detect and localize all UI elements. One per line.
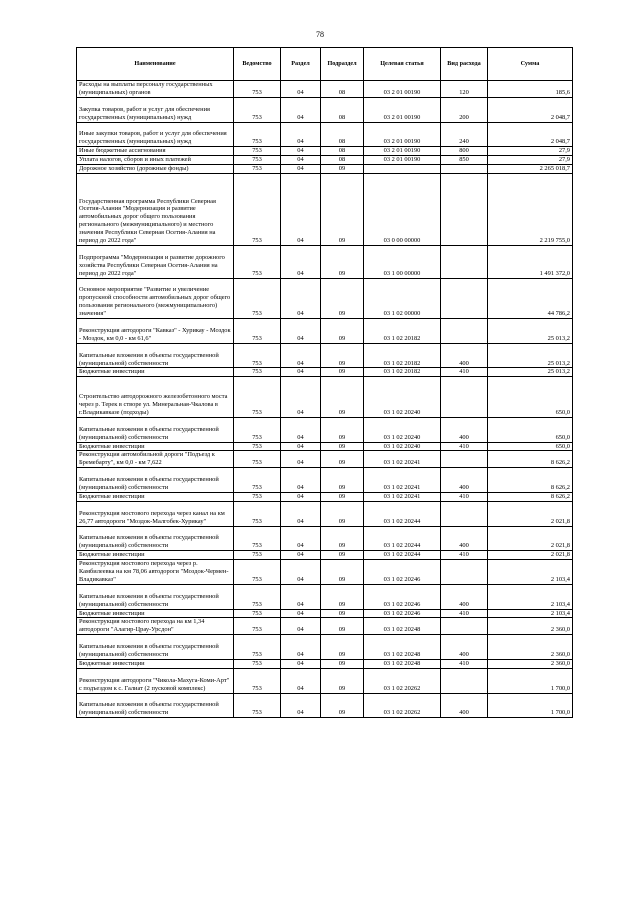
row-subsection-cell: 09	[321, 584, 364, 609]
row-section-cell: 04	[281, 442, 321, 451]
row-subsection-cell: 09	[321, 468, 364, 493]
table-row	[77, 526, 573, 551]
row-expense-type-cell: 410	[441, 492, 488, 501]
table-row	[77, 560, 573, 585]
row-expense-type-cell: 410	[441, 659, 488, 668]
row-target-article-cell: 03 2 01 00190	[364, 156, 441, 165]
row-amount-cell: 25 013,2	[488, 368, 573, 377]
row-department-cell: 753	[234, 635, 281, 660]
table-row	[77, 693, 573, 718]
row-section-cell: 04	[281, 693, 321, 718]
row-expense-type-cell: 410	[441, 442, 488, 451]
row-target-article-cell: 03 1 02 20182	[364, 368, 441, 377]
row-section-cell: 04	[281, 377, 321, 418]
table-body	[77, 81, 573, 718]
row-expense-type-cell: 400	[441, 468, 488, 493]
row-amount-cell: 2 048,7	[488, 97, 573, 122]
row-name-cell: Дорожное хозяйство (дорожные фонды)	[77, 165, 234, 174]
row-department-cell: 753	[234, 156, 281, 165]
row-department-cell: 753	[234, 609, 281, 618]
row-section-cell: 04	[281, 156, 321, 165]
row-target-article-cell	[364, 165, 441, 174]
row-amount-cell: 44 786,2	[488, 278, 573, 319]
row-target-article-cell: 03 1 02 20240	[364, 417, 441, 442]
table-row	[77, 246, 573, 279]
row-target-article-cell: 03 2 01 00190	[364, 147, 441, 156]
row-department-cell: 753	[234, 278, 281, 319]
row-target-article-cell: 03 2 01 00190	[364, 122, 441, 147]
row-amount-cell: 1 700,0	[488, 668, 573, 693]
table-row	[77, 343, 573, 368]
row-department-cell: 753	[234, 668, 281, 693]
row-amount-cell: 2 360,0	[488, 618, 573, 635]
table-row	[77, 618, 573, 635]
row-expense-type-cell: 120	[441, 81, 488, 98]
table-row	[77, 147, 573, 156]
row-amount-cell: 8 626,2	[488, 492, 573, 501]
row-name-cell: Реконструкция автодороги "Кавказ" - Хурикау - Моздок - Моздок, км 0,0 - км 61,6"	[77, 319, 234, 344]
row-subsection-cell: 09	[321, 668, 364, 693]
row-department-cell: 753	[234, 451, 281, 468]
row-target-article-cell: 03 1 02 20244	[364, 501, 441, 526]
row-target-article-cell: 03 1 02 20246	[364, 584, 441, 609]
row-target-article-cell: 03 1 02 20248	[364, 618, 441, 635]
row-subsection-cell: 09	[321, 609, 364, 618]
row-section-cell: 04	[281, 278, 321, 319]
row-subsection-cell: 09	[321, 551, 364, 560]
header-subsection: Подраздел	[321, 48, 364, 81]
row-expense-type-cell: 850	[441, 156, 488, 165]
row-section-cell: 04	[281, 246, 321, 279]
row-name-cell: Иные закупки товаров, работ и услуг для обеспечения государственных (муниципальных) нужд	[77, 122, 234, 147]
row-amount-cell: 2 103,4	[488, 584, 573, 609]
row-amount-cell: 2 360,0	[488, 659, 573, 668]
row-department-cell: 753	[234, 442, 281, 451]
row-expense-type-cell: 400	[441, 417, 488, 442]
row-section-cell: 04	[281, 618, 321, 635]
row-subsection-cell: 09	[321, 165, 364, 174]
row-expense-type-cell	[441, 173, 488, 245]
table-row	[77, 584, 573, 609]
row-target-article-cell: 03 1 00 00000	[364, 246, 441, 279]
row-amount-cell: 2 048,7	[488, 122, 573, 147]
row-amount-cell: 650,0	[488, 417, 573, 442]
row-subsection-cell: 08	[321, 81, 364, 98]
table-header-row	[77, 48, 573, 81]
row-target-article-cell: 03 1 02 20241	[364, 468, 441, 493]
row-amount-cell: 1 491 372,0	[488, 246, 573, 279]
row-department-cell: 753	[234, 165, 281, 174]
row-department-cell: 753	[234, 584, 281, 609]
row-section-cell: 04	[281, 165, 321, 174]
row-name-cell: Уплата налогов, сборов и иных платежей	[77, 156, 234, 165]
table-row	[77, 319, 573, 344]
row-expense-type-cell: 400	[441, 526, 488, 551]
row-subsection-cell: 09	[321, 377, 364, 418]
row-department-cell: 753	[234, 377, 281, 418]
row-department-cell: 753	[234, 368, 281, 377]
row-subsection-cell: 09	[321, 526, 364, 551]
row-amount-cell: 8 626,2	[488, 451, 573, 468]
header-section: Раздел	[281, 48, 321, 81]
row-subsection-cell: 09	[321, 451, 364, 468]
row-section-cell: 04	[281, 584, 321, 609]
row-amount-cell: 1 700,0	[488, 693, 573, 718]
row-subsection-cell: 08	[321, 97, 364, 122]
row-subsection-cell: 09	[321, 343, 364, 368]
row-subsection-cell: 09	[321, 560, 364, 585]
table-row	[77, 417, 573, 442]
row-expense-type-cell	[441, 165, 488, 174]
row-amount-cell: 2 103,4	[488, 560, 573, 585]
row-department-cell: 753	[234, 560, 281, 585]
row-section-cell: 04	[281, 122, 321, 147]
row-section-cell: 04	[281, 635, 321, 660]
row-section-cell: 04	[281, 173, 321, 245]
row-department-cell: 753	[234, 551, 281, 560]
row-target-article-cell: 03 1 02 20241	[364, 451, 441, 468]
row-department-cell: 753	[234, 81, 281, 98]
row-name-cell: Бюджетные инвестиции	[77, 492, 234, 501]
row-amount-cell: 27,9	[488, 156, 573, 165]
row-subsection-cell: 09	[321, 173, 364, 245]
table-row	[77, 451, 573, 468]
row-department-cell: 753	[234, 618, 281, 635]
table-row	[77, 377, 573, 418]
row-name-cell: Реконструкция мостового перехода через канал на км 26,77 автодороги "Моздок-Малгобек-Хурикау"	[77, 501, 234, 526]
row-section-cell: 04	[281, 343, 321, 368]
row-amount-cell: 650,0	[488, 377, 573, 418]
row-amount-cell: 25 013,2	[488, 319, 573, 344]
row-department-cell: 753	[234, 122, 281, 147]
table-row	[77, 468, 573, 493]
row-expense-type-cell: 400	[441, 343, 488, 368]
row-amount-cell: 2 103,4	[488, 609, 573, 618]
row-target-article-cell: 03 1 02 20240	[364, 377, 441, 418]
table-row	[77, 635, 573, 660]
row-subsection-cell: 08	[321, 122, 364, 147]
row-subsection-cell: 09	[321, 659, 364, 668]
row-amount-cell: 650,0	[488, 442, 573, 451]
row-subsection-cell: 08	[321, 147, 364, 156]
row-name-cell: Реконструкция мостового перехода на км 1,34 автодороги "Алагир-Црау-Урсдон"	[77, 618, 234, 635]
row-amount-cell: 185,6	[488, 81, 573, 98]
row-expense-type-cell: 410	[441, 368, 488, 377]
row-name-cell: Бюджетные инвестиции	[77, 609, 234, 618]
row-section-cell: 04	[281, 501, 321, 526]
row-amount-cell: 2 021,8	[488, 526, 573, 551]
row-amount-cell: 2 265 018,7	[488, 165, 573, 174]
row-target-article-cell: 03 1 02 20240	[364, 442, 441, 451]
row-section-cell: 04	[281, 319, 321, 344]
row-name-cell: Подпрограмма "Модернизация и развитие дорожного хозяйства Республики Северная Осетия-Алания на период до 2022 года"	[77, 246, 234, 279]
row-name-cell: Основное мероприятие "Развитие и увеличение пропускной способности автомобильных дорог общего пользования регионального (межмуниципального) значения"	[77, 278, 234, 319]
row-section-cell: 04	[281, 492, 321, 501]
row-section-cell: 04	[281, 468, 321, 493]
row-subsection-cell: 09	[321, 492, 364, 501]
row-name-cell: Бюджетные инвестиции	[77, 551, 234, 560]
row-amount-cell: 2 021,8	[488, 501, 573, 526]
row-section-cell: 04	[281, 147, 321, 156]
row-target-article-cell: 03 1 02 20248	[364, 659, 441, 668]
row-expense-type-cell	[441, 451, 488, 468]
row-target-article-cell: 03 2 01 00190	[364, 81, 441, 98]
row-target-article-cell: 03 1 02 20246	[364, 609, 441, 618]
row-target-article-cell: 03 1 02 20244	[364, 526, 441, 551]
table-row	[77, 97, 573, 122]
header-amount: Сумма	[488, 48, 573, 81]
row-section-cell: 04	[281, 97, 321, 122]
row-target-article-cell: 03 1 02 20262	[364, 668, 441, 693]
row-name-cell: Реконструкция автодороги "Чикола-Махуга-Коми-Арт" с подъездом к с. Галиат (2 пусковой комплекс)	[77, 668, 234, 693]
table-row	[77, 368, 573, 377]
row-subsection-cell: 09	[321, 278, 364, 319]
row-subsection-cell: 09	[321, 501, 364, 526]
row-expense-type-cell	[441, 246, 488, 279]
row-name-cell: Капитальные вложения в объекты государственной (муниципальной) собственности	[77, 417, 234, 442]
row-expense-type-cell: 800	[441, 147, 488, 156]
row-section-cell: 04	[281, 659, 321, 668]
row-subsection-cell: 09	[321, 319, 364, 344]
row-department-cell: 753	[234, 97, 281, 122]
row-name-cell: Капитальные вложения в объекты государственной (муниципальной) собственности	[77, 468, 234, 493]
row-department-cell: 753	[234, 501, 281, 526]
row-target-article-cell: 03 1 02 20244	[364, 551, 441, 560]
row-expense-type-cell: 240	[441, 122, 488, 147]
row-department-cell: 753	[234, 173, 281, 245]
budget-table	[76, 47, 573, 718]
row-expense-type-cell	[441, 560, 488, 585]
row-section-cell: 04	[281, 451, 321, 468]
row-target-article-cell: 03 1 02 20241	[364, 492, 441, 501]
table-row	[77, 165, 573, 174]
row-name-cell: Реконструкция автомобильной дороги "Подъезд к Бремебарту", км 0,0 - км 7,622	[77, 451, 234, 468]
row-amount-cell: 8 626,2	[488, 468, 573, 493]
table-row	[77, 278, 573, 319]
row-expense-type-cell: 400	[441, 584, 488, 609]
row-subsection-cell: 09	[321, 693, 364, 718]
table-row	[77, 173, 573, 245]
row-name-cell: Реконструкция мостового перехода через р. Камбилеевка на км 78,06 автодороги "Моздок-Чермен-Владикавказ"	[77, 560, 234, 585]
table-row	[77, 156, 573, 165]
table-row	[77, 492, 573, 501]
header-target-article: Целевая статья	[364, 48, 441, 81]
row-subsection-cell: 09	[321, 442, 364, 451]
row-name-cell: Капитальные вложения в объекты государственной (муниципальной) собственности	[77, 526, 234, 551]
row-subsection-cell: 09	[321, 635, 364, 660]
row-name-cell: Государственная программа Республики Северная Осетия-Алания "Модернизация и развитие автомобильных дорог общего пользования регионального (межмуниципального) и местного значения Республики Северная Осетия-Алания на период до 2022 года"	[77, 173, 234, 245]
row-name-cell: Закупка товаров, работ и услуг для обеспечения государственных (муниципальных) нужд	[77, 97, 234, 122]
row-department-cell: 753	[234, 659, 281, 668]
row-target-article-cell: 03 1 02 20246	[364, 560, 441, 585]
row-department-cell: 753	[234, 147, 281, 156]
row-name-cell: Иные бюджетные ассигнования	[77, 147, 234, 156]
row-name-cell: Строительство автодорожного железобетонного моста через р. Терек в створе ул. Минеральная-Чкалова в г.Владикавказе (подходы)	[77, 377, 234, 418]
row-section-cell: 04	[281, 526, 321, 551]
page-number: 78	[316, 30, 324, 39]
header-expense-type: Вид расхода	[441, 48, 488, 81]
row-expense-type-cell: 200	[441, 97, 488, 122]
table-row	[77, 81, 573, 98]
row-department-cell: 753	[234, 417, 281, 442]
row-subsection-cell: 09	[321, 417, 364, 442]
row-section-cell: 04	[281, 609, 321, 618]
row-amount-cell: 2 021,8	[488, 551, 573, 560]
row-name-cell: Капитальные вложения в объекты государственной (муниципальной) собственности	[77, 584, 234, 609]
row-expense-type-cell	[441, 668, 488, 693]
table-row	[77, 501, 573, 526]
row-subsection-cell: 09	[321, 368, 364, 377]
row-expense-type-cell	[441, 278, 488, 319]
table-row	[77, 659, 573, 668]
row-name-cell: Бюджетные инвестиции	[77, 368, 234, 377]
row-section-cell: 04	[281, 368, 321, 377]
row-section-cell: 04	[281, 560, 321, 585]
row-amount-cell: 2 360,0	[488, 635, 573, 660]
row-expense-type-cell	[441, 319, 488, 344]
row-expense-type-cell: 410	[441, 609, 488, 618]
row-department-cell: 753	[234, 246, 281, 279]
table-row	[77, 122, 573, 147]
row-expense-type-cell	[441, 501, 488, 526]
row-name-cell: Расходы на выплаты персоналу государственных (муниципальных) органов	[77, 81, 234, 98]
row-subsection-cell: 09	[321, 246, 364, 279]
row-subsection-cell: 08	[321, 156, 364, 165]
row-amount-cell: 27,9	[488, 147, 573, 156]
table-row	[77, 609, 573, 618]
row-expense-type-cell: 400	[441, 635, 488, 660]
row-target-article-cell: 03 1 02 00000	[364, 278, 441, 319]
row-expense-type-cell	[441, 377, 488, 418]
row-target-article-cell: 03 1 02 20182	[364, 319, 441, 344]
row-name-cell: Бюджетные инвестиции	[77, 659, 234, 668]
header-name: Наименование	[77, 48, 234, 81]
row-amount-cell: 25 013,2	[488, 343, 573, 368]
row-target-article-cell: 03 1 02 20262	[364, 693, 441, 718]
table-row	[77, 551, 573, 560]
row-department-cell: 753	[234, 492, 281, 501]
row-department-cell: 753	[234, 319, 281, 344]
row-section-cell: 04	[281, 551, 321, 560]
row-subsection-cell: 09	[321, 618, 364, 635]
row-expense-type-cell: 410	[441, 551, 488, 560]
row-target-article-cell: 03 0 00 00000	[364, 173, 441, 245]
row-section-cell: 04	[281, 81, 321, 98]
row-section-cell: 04	[281, 417, 321, 442]
row-name-cell: Бюджетные инвестиции	[77, 442, 234, 451]
row-target-article-cell: 03 1 02 20248	[364, 635, 441, 660]
row-expense-type-cell: 400	[441, 693, 488, 718]
row-target-article-cell: 03 2 01 00190	[364, 97, 441, 122]
row-section-cell: 04	[281, 668, 321, 693]
row-department-cell: 753	[234, 343, 281, 368]
row-department-cell: 753	[234, 468, 281, 493]
row-amount-cell: 2 219 755,0	[488, 173, 573, 245]
row-name-cell: Капитальные вложения в объекты государственной (муниципальной) собственности	[77, 635, 234, 660]
table-row	[77, 442, 573, 451]
row-department-cell: 753	[234, 526, 281, 551]
header-department: Ведомство	[234, 48, 281, 81]
row-expense-type-cell	[441, 618, 488, 635]
row-target-article-cell: 03 1 02 20182	[364, 343, 441, 368]
row-name-cell: Капитальные вложения в объекты государственной (муниципальной) собственности	[77, 693, 234, 718]
row-department-cell: 753	[234, 693, 281, 718]
table-row	[77, 668, 573, 693]
row-name-cell: Капитальные вложения в объекты государственной (муниципальной) собственности	[77, 343, 234, 368]
